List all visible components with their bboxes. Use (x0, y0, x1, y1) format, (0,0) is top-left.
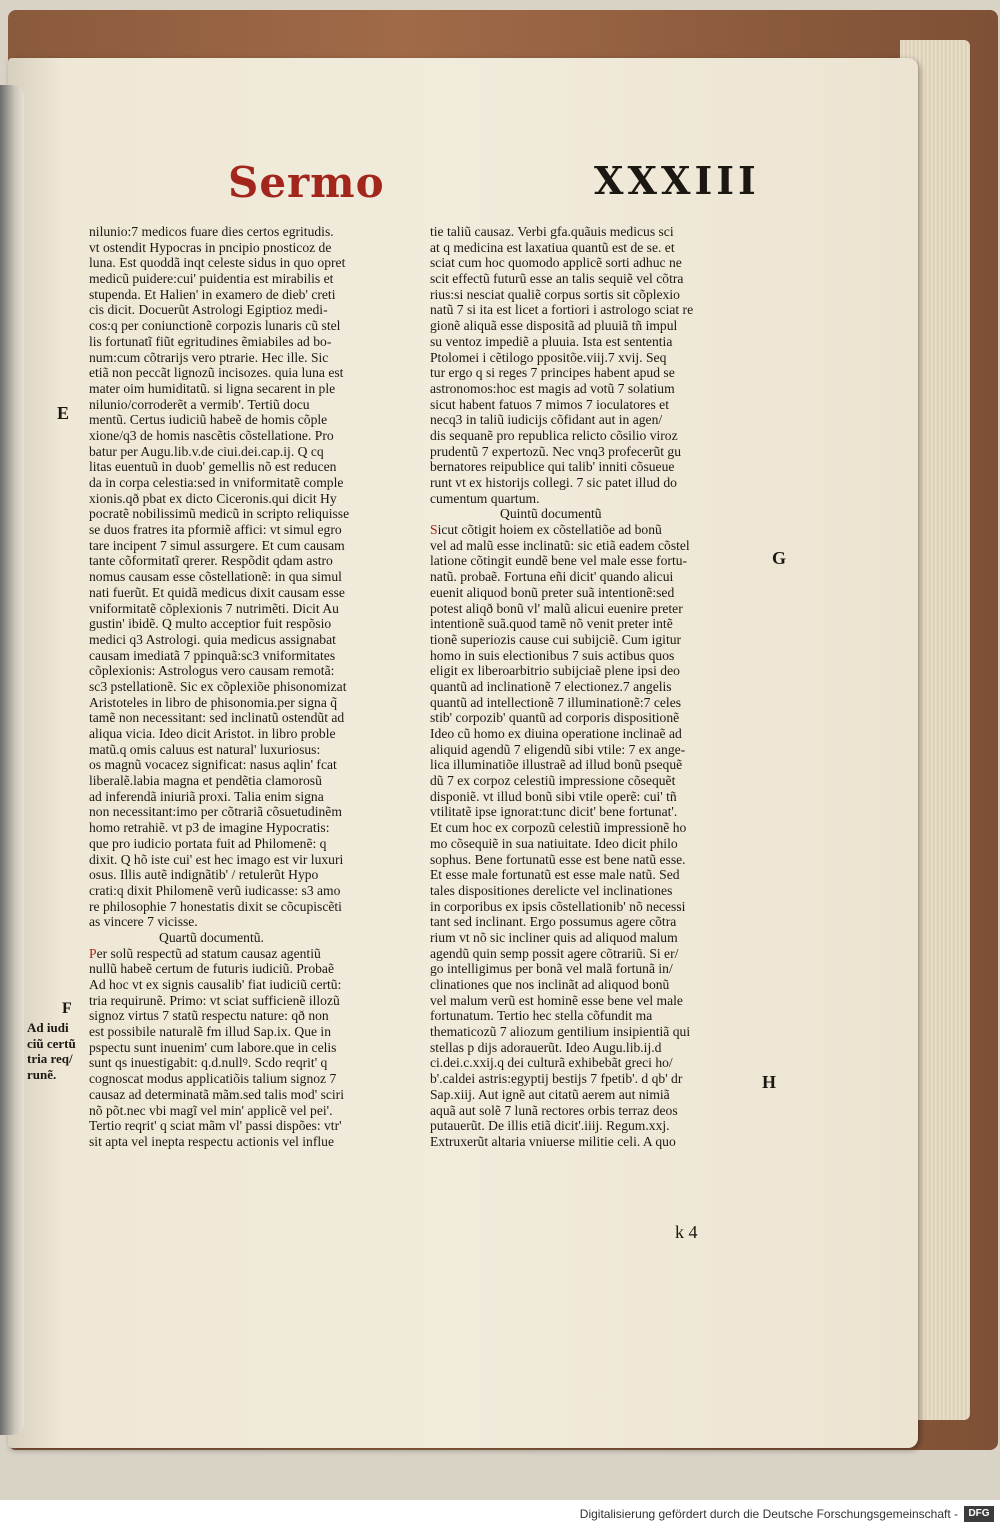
text-line: batur per Augu.lib.v.de ciui.dei.cap.ij. Q cq (89, 443, 324, 459)
text-line: dũ 7 ex corpoz celestiũ impressione cõsequẽt (430, 773, 676, 789)
text-line: Ptolomei i cẽtilogo ppositõe.viij.7 xvij. Seq (430, 349, 667, 365)
text-line: agendũ quin semp possit agere cõtrariũ. Si er/ (430, 945, 679, 961)
text-line: dis sequanẽ pro republica relicto cõsilio viroz (430, 427, 678, 443)
text-line: da in corpa celestia:sed in vniformitatẽ comple (89, 475, 344, 490)
line-text: er solũ respectũ ad statum causaz agentiũ (96, 945, 321, 961)
text-line: quantũ ad intellectionẽ 7 illuminationẽ:7 celes (430, 694, 682, 710)
running-head-right: XXXIII (594, 158, 760, 203)
text-line: vt ostendit Hypocras in pncipio pnosticoz de (89, 239, 332, 255)
text-line: cumentum quartum. (430, 490, 540, 506)
text-line: nõ põt.nec vbi magĩ vel min' applicẽ vel pei'. (89, 1102, 333, 1118)
text-line: lis fortunatĩ fiũt egritudines ẽmiabiles ad bo- (89, 333, 332, 349)
text-line: liberalẽ.labia magna et pendẽtia clamorosũ (89, 773, 322, 789)
text-line: stupenda. Et Halien' in examero de dieb' creti (89, 286, 336, 302)
text-line: Ad hoc vt ex signis causalib' fiat iudiciũ certũ: (89, 977, 342, 992)
text-line: quantũ ad inclinationẽ 7 electionez.7 angelis (430, 678, 672, 694)
text-line: se duos fratres ita pformiẽ affici: vt simul egro (89, 522, 342, 538)
marginal-note-line: Ad iudi (27, 1020, 69, 1035)
text-line: nilunio/corroderẽt a vermib'. Tertiũ docu (89, 396, 310, 412)
text-line: scit effectũ futurũ esse an talis sequiẽ vel cõtra (430, 271, 684, 287)
text-line: tionẽ superiozis cause cui subijciẽ. Cum igitur (430, 631, 682, 647)
text-line: etiã non peccãt lignozũ incisozes. quia luna est (89, 365, 344, 381)
text-line: tamẽ non necessitant: sed inclinatũ ostendũt ad (89, 710, 345, 726)
text-line: pspectu sunt inuenim' cum labore.que in celis (89, 1039, 337, 1055)
dfg-logo: DFG (964, 1506, 994, 1522)
text-line: natũ. probaẽ. Fortuna eñi dicit' quando alicui (430, 569, 674, 585)
marginal-letter-h: H (762, 1072, 777, 1092)
running-head-left-text: Sermo (228, 158, 385, 207)
marginal-note (27, 1020, 76, 1082)
text-line: dixit. Q hõ iste cui' est hec imago est vir luxuri (89, 851, 344, 867)
text-line: mentũ. Certus iudiciũ habeẽ de homis cõple (89, 412, 328, 428)
text-line: runt vt ex historijs collegi. 7 sic patet illud do (430, 475, 677, 490)
marginal-letter-f: F (62, 1000, 72, 1017)
rubricated-initial: S (430, 522, 438, 538)
text-line: tante cõformitatĩ qrerer. Respõdit qdam astro (89, 553, 333, 569)
text-line: nullũ habeẽ certum de futuris iudiciũ. Probaẽ (89, 961, 334, 977)
text-line: ad inferendã iniuriã proxi. Talia enim signa (89, 788, 324, 804)
text-line: eligit ex liberoarbitrio subijciaẽ plene ipsi deo (430, 663, 680, 679)
text-line: matũ.q omis caluus est natural' luxuriosus: (89, 741, 321, 757)
text-line: osus. Illis autẽ indignãtib' / retulerũt Hypo (89, 867, 319, 883)
text-line: su ventoz impediẽ a pluuia. Ista est sententia (430, 333, 673, 349)
text-line: Et cum hoc ex corpozũ celestiũ impressionẽ ho (430, 820, 687, 836)
text-line: euenit aliquod bonũ preter suã intentionẽ:sed (430, 584, 675, 600)
text-line: nilunio:7 medicos fuare dies certos egritudis. (89, 224, 334, 239)
marginal-letter-g: G (772, 548, 787, 568)
text-line: sit apta vel inepta respectu actionis vel influe (89, 1133, 334, 1149)
text-line: luna. Est quoddã inqt celeste sidus in quo opret (89, 255, 346, 271)
footer-bar (0, 1502, 1000, 1527)
left-text-column (89, 224, 414, 1150)
text-line: as vincere 7 vicisse. (89, 914, 198, 930)
text-line: cis dicit. Docuerũt Astrologi Egiptioz medi- (89, 302, 328, 318)
text-line: causam imediatã 7 ppinquã:sc3 vniformitates (89, 647, 336, 663)
text-line: Sap.xiij. Aut ignẽ aut citatũ aerem aut nimiã (430, 1086, 670, 1102)
text-line (89, 946, 414, 962)
line-text: icut cõtigit hoiem ex cõstellatiõe ad bonũ (437, 522, 662, 538)
text-line: tria requirunẽ. Primo: vt sciat sufficienẽ illozũ (89, 992, 340, 1008)
text-line: cõplexionis: Astrologus vero causam remotã: (89, 663, 335, 679)
text-line: Extruxerũt altaria vniuerse militie celi. A quo (430, 1133, 676, 1149)
marginal-note-line: ciũ certũ (27, 1035, 76, 1051)
text-line: nati fuerũt. Et quidã medicus dixit causam esse (89, 584, 345, 600)
text-line: tales dispositiones derelicte vel inclinationes (430, 882, 673, 898)
text-line: potest aliqð bonũ vl' malũ alicui euenire preter (430, 600, 683, 616)
text-line: xione/q3 de homis nascẽtis cõstellatione. Pro (89, 427, 334, 443)
text-line: necq3 in taliũ iudicijs cõfidant aut in agen/ (430, 412, 663, 428)
text-line: nomus causam esse cõstellationẽ: in qua simul (89, 569, 342, 585)
text-line: mo cõsequiẽ in sua natiuitate. Ideo dicit philo (430, 835, 678, 851)
text-line: non necessitant:imo per cõtrariã cõsuetudinẽm (89, 804, 342, 820)
text-line: aquã aut solẽ 7 lunã rectores orbis terraz deos (430, 1102, 678, 1118)
text-line: aliqua vicia. Ideo dicit Aristot. in libro proble (89, 726, 336, 741)
text-line: vtilitatẽ ipse ignorat:tunc dicit' bene fortunat'. (430, 804, 678, 820)
text-line: vel ad malũ esse inclinatũ: sic etiã eadem cõstel (430, 537, 690, 553)
text-line: stib' corpozib' quantũ ad corporis dispositionẽ (430, 710, 680, 726)
text-line: Quintũ documentũ (500, 506, 602, 522)
text-line: tant sed inclinant. Ergo possumus agere cõtra (430, 914, 677, 930)
text-line: rium vt nõ sic incliner quis ad aliquod malum (430, 929, 678, 945)
text-line: at q medicina est laxatiua quantũ est de se. et (430, 239, 675, 255)
text-line: Et esse male fortunatũ est esse male natũ. Sed (430, 867, 680, 883)
text-line: pocratẽ nobilissimũ medicũ in scripto reliquisse (89, 506, 350, 522)
text-line: mater oim humiditatũ. si ligna secarent in ple (89, 380, 336, 396)
text-line: homo in suis electionibus 7 suis actibus quos (430, 647, 675, 663)
text-line: stellas p dijs adorauerũt. Ideo Augu.lib.ij.d (430, 1039, 662, 1055)
running-head-left (228, 158, 385, 207)
text-line: crati:q dixit Philomenẽ verũ iudicasse: s3 amo (89, 882, 341, 898)
text-line: fortunatum. Tertio hec stella cõfundit ma (430, 1008, 653, 1024)
text-line: litas euentuũ in duob' gemellis nõ est reducen (89, 459, 337, 475)
text-line: bernatores reipublice qui talib' inniti cõsueue (430, 459, 675, 475)
text-line: Aristoteles in libro de phisonomia.per signa q̃ (89, 694, 338, 710)
text-line: ci.dei.c.xxij.q dei culturã exhibebãt greci ho/ (430, 1055, 673, 1071)
text-line: natũ 7 si ita est licet a fortiori i astrologo sciat re (430, 302, 694, 318)
text-line: sicut habent fatuos 7 mimos 7 ioculatores et (430, 396, 669, 412)
marginal-note-line: tria req/ (27, 1051, 73, 1066)
text-line: cognoscat modus applicatiõis talium signoz 7 (89, 1071, 337, 1087)
rubricated-initial: P (89, 945, 97, 961)
marginal-note-line: runẽ. (27, 1066, 57, 1082)
funding-credit: Digitalisierung gefördert durch die Deutsche Forschungsgemeinschaft - (579, 1507, 958, 1521)
text-line: aliquid agendũ 7 eligendũ sibi vtile: 7 ex ange- (430, 741, 686, 757)
text-line: causaz ad determinatã mãm.sed talis mod' sciri (89, 1086, 344, 1102)
text-line: Quartũ documentũ. (159, 929, 264, 945)
text-line: Ideo cũ homo ex diuina operatione inclinaẽ ad (430, 726, 682, 741)
text-line: sophus. Bene fortunatũ esse est bene natũ esse. (430, 851, 686, 867)
text-line: b'.caldei astris:egyptij bestijs 7 fpetib'. d qb' dr (430, 1071, 683, 1087)
text-line: gustin' ibidẽ. Q multo acceptior fuit respõsio (89, 616, 332, 632)
text-line: putauerũt. De illis etiã dicit'.iiij. Regum.xxj. (430, 1118, 670, 1134)
text-line: xionis.qð pbat ex dicto Ciceronis.qui dicit Hy (89, 490, 337, 506)
text-line: num:cum cõtrarijs vero ptrarie. Hec ille. Sic (89, 349, 329, 365)
text-line: prudentũ 7 expertozũ. Nec vnq3 profecerũt gu (430, 443, 682, 459)
marginal-letter-e: E (57, 403, 70, 423)
text-line: tur ergo q si reges 7 principes habent apud se (430, 365, 675, 381)
text-line: intentionẽ suã.quod tamẽ nõ venit preter intẽ (430, 616, 673, 632)
text-line: lica illuminatiõe illustraẽ ad illud bonũ psequẽ (430, 757, 683, 773)
text-line: medici q3 Astrologi. quia medicus assignabat (89, 631, 336, 647)
text-line: in corporibus ex ipsis cõstellationib' nõ necessi (430, 898, 686, 914)
text-line: tie taliũ causaz. Verbi gfa.quãuis medicus sci (430, 224, 674, 239)
text-line: Tertio reqrit' q sciat mãm vl' passi dispões: vtr' (89, 1118, 342, 1134)
text-line: os magnũ vocacez significat: nasus aqlin' fcat (89, 757, 337, 773)
text-line: sc3 pstellationẽ. Sic ex cõplexiõe phisonomizat (89, 678, 347, 694)
right-text-column (430, 224, 756, 1150)
text-line: go intelligimus per bonã vel malã fortunã in/ (430, 961, 673, 977)
text-line: re philosophie 7 honestatis dixit se cõcupiscẽti (89, 898, 342, 914)
text-line: que pro iudicio portata fuit ad Philomenẽ: q (89, 835, 327, 851)
text-line: medicũ puidere:cui' puidentia est mirabilis et (89, 271, 334, 287)
text-line: vniformitatẽ cõplexionis 7 nutrimẽti. Dicit Au (89, 600, 339, 616)
facing-page-edge (0, 85, 24, 1435)
text-line: sciat cum hoc quomodo applicẽ sorti adhuc ne (430, 255, 682, 271)
text-line: homo retrahiẽ. vt p3 de imagine Hypocratis: (89, 820, 330, 836)
text-line: sunt qs inuestigabit: q.d.nullꝰ. Scdo reqrit' q (89, 1055, 328, 1071)
signature-mark: k 4 (675, 1222, 698, 1242)
text-line (430, 522, 756, 538)
text-line: rius:si nesciat qualiẽ corpus sortis sit cõplexio (430, 286, 680, 302)
text-line: astronomos:hoc est magis ad votũ 7 solatium (430, 380, 675, 396)
text-line: gionẽ aliquã esse dispositã ad pluuiã tñ impul (430, 318, 678, 334)
text-line: cos:q per coniunctionẽ corpozis lunaris cũ stel (89, 318, 341, 334)
text-line: est possibile naturalẽ fm illud Sap.ix. Que in (89, 1024, 332, 1040)
text-line: signoz virtus 7 statũ respectu nature: qð non (89, 1008, 329, 1024)
text-line: latione cõtingit eundẽ bene vel male esse fortu- (430, 553, 688, 569)
text-line: tare incipent 7 simul assurgere. Et cum causam (89, 537, 345, 553)
text-line: thematicozũ 7 aliozum gentilium insipientiã qui (430, 1024, 691, 1040)
text-line: clinationes que nos inclinãt ad aliquod bonũ (430, 977, 670, 992)
text-line: vel malum verũ est hominẽ esse bene vel male (430, 992, 683, 1008)
text-line: disponiẽ. vt illud bonũ sibi vtile operẽ: cui' tñ (430, 788, 677, 804)
